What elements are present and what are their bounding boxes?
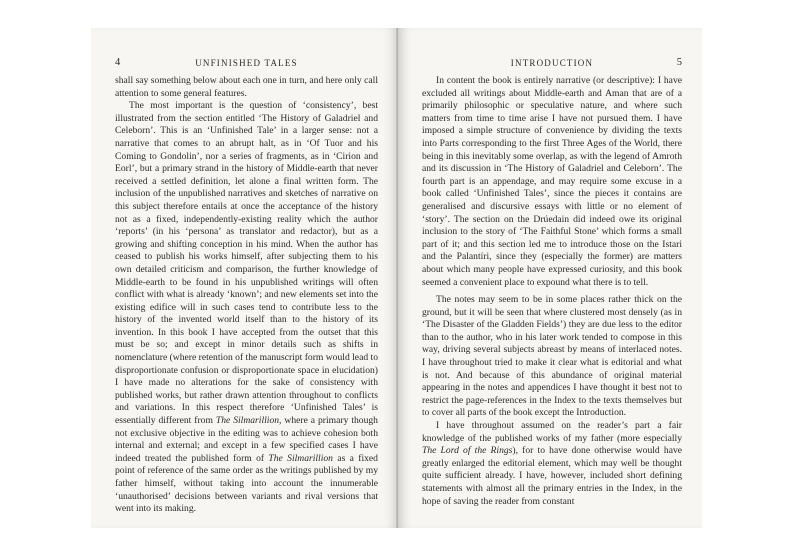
left-page-body	[115, 75, 378, 516]
left-paragraph: shall say something below about each one in turn, and here only call attention to some general features.	[115, 75, 378, 99]
left-page	[91, 28, 398, 528]
left-running-head-title: UNFINISHED TALES	[195, 58, 298, 68]
right-running-header	[422, 58, 682, 70]
left-running-header	[115, 58, 378, 70]
right-page	[398, 28, 702, 528]
left-page-number: 4	[115, 57, 121, 68]
right-paragraph: The notes may seem to be in some places rather thick on the ground, but it will be seen that where clustered most densely (as in ‘The Disaster of the Gladden Fields’) they are due less to the editor than to the author, who in his later work tended to compose in this way, driving several subjects abreast by means of interlaced notes. I have throughout tried to make it clear what is editorial and what is not. And because of this abundance of original material appearing in the notes and appendices I have thought it best not to restrict the page-references in the Index to the texts themselves but to cover all parts of the book except the Introduction.	[422, 294, 682, 419]
right-paragraph: In content the book is entirely narrative (or descriptive): I have excluded all writings about Middle-earth and Aman that are of a primarily philosophic or speculative nature, and where such matters from time to time arise I have not pursued them. I have imposed a simple structure of convenience by dividing the texts into Parts corresponding to the first Three Ages of the World, there being in this inevitably some overlap, as with the legend of Amroth and its discussion in ‘The History of Galadriel and Celeborn’. The fourth part is an appendage, and may require some excuse in a book called ‘Unfinished Tales’, since the pieces it contains are generalised and discursive essays with little or no element of ‘story’. The section on the Drúedain did indeed owe its original inclusion to the story of ‘The Faithful Stone’ which forms a small part of it; and this section led me to introduce those on the Istari and the Palantíri, since they (especially the former) are matters about which many people have expressed curiosity, and this book seemed a convenient place to expound what there is to tell.	[422, 75, 682, 288]
right-running-head-title: INTRODUCTION	[510, 58, 594, 68]
right-paragraph: I have throughout assumed on the reader’s part a fair knowledge of the published works of my father (more especially The Lord of the Rings), for to have done otherwise would have greatly enlarged the editorial element, which may well be thought quite sufficient already. I have, however, included short defining statements with almost all the primary entries in the Index, in the hope of saving the reader from constant	[422, 420, 683, 507]
right-page-number: 5	[676, 57, 682, 68]
right-page-body	[422, 75, 682, 508]
left-paragraph: The most important is the question of ‘consistency’, best illustrated from the section entitled ‘The History of Galadriel and Celeborn’. This is an ‘Unfinished Tale’ in a larger sense: not a narrative that comes to an abrupt halt, as in ‘Of Tuor and his Coming to Gondolin’, nor a series of fragments, as in ‘Cirion and Eorl’, but a primary strand in the history of Middle-earth that never received a settled definition, let alone a final written form. The inclusion of the unpublished narratives and sketches of narrative on this subject therefore entails at once the acceptance of the history not as a fixed, independently-existing reality which the author ‘reports’ (in his ‘persona’ as translator and redactor), but as a growing and shifting conception in his mind. When the author has ceased to publish his works himself, after subjecting them to his own detailed criticism and comparison, the further knowledge of Middle-earth to be found in his unpublished writings will often conflict with what is already ‘known’; and new elements set into the existing edifice will in such cases tend to contribute less to the history of the invented world itself than to the history of its invention. In this book I have accepted from the outset that this must be so; and except in minor details such as shifts in nomenclature (where retention of the manuscript form would lead to disproportionate confusion or disproportionate space in elucidation) I have made no alterations for the sake of consistency with published works, but rather drawn attention throughout to conflicts and variations. In this respect therefore ‘Unfinished Tales’ is essentially different from The Silmarillion, where a primary though not exclusive objective in the editing was to achieve cohesion both internal and external; and except in a few specified cases I have indeed treated the published form of The Silmarillion as a fixed point of reference of the same order as the writings published by my father himself, without taking into account the innumerable ‘unauthorised’ decisions between variants and rival versions that went into its making.	[115, 100, 378, 515]
